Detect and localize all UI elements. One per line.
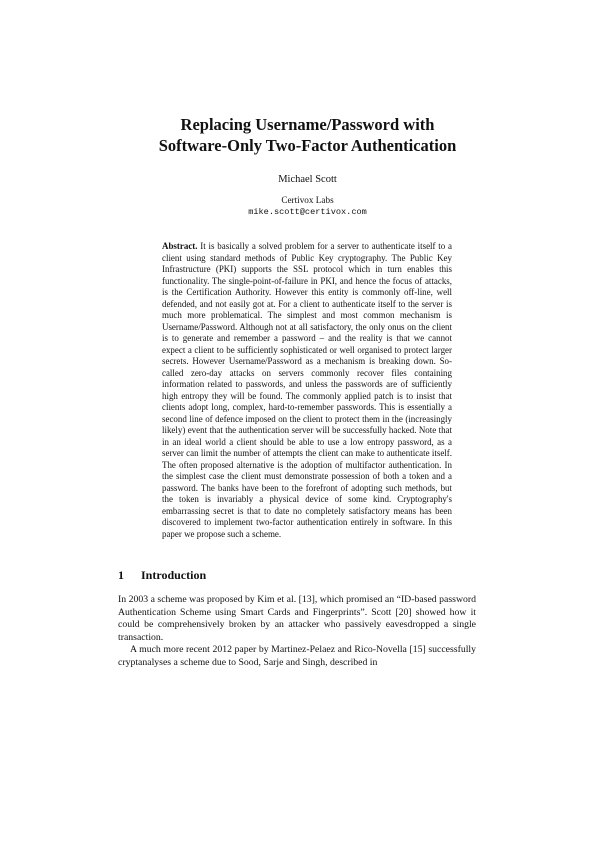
- section-body: [118, 594, 476, 669]
- body-paragraph-2: A much more recent 2012 paper by Martinez-Pelaez and Rico-Novella [15] successfully cryptanalyses a scheme due to Sood, Sarje and Singh, described in: [118, 644, 476, 668]
- section-number: 1: [118, 568, 124, 582]
- abstract-text: It is basically a solved problem for a server to authenticate itself to a client using standard methods of Public Key cryptography. The Public Key Infrastructure (PKI) supports the SSL protocol which in turn enables this functionality. The single-point-of-failure in PKI, and hence the focus of attacks, is the Certification Authority. However this entity is commonly off-line, well defended, and not easily got at. For a client to authenticate itself to the server is much more problematical. The simplest and most common mechanism is Username/Password. Although not at all satisfactory, the only onus on the client is to generate and remember a password – and the reality is that we cannot expect a client to be sufficiently sophisticated or well organised to protect larger secrets. However Username/Password as a mechanism is breaking down. So-called zero-day attacks on servers commonly recover files containing information related to passwords, and unless the passwords are of sufficiently high entropy they will be found. The commonly applied patch is to insist that clients adopt long, complex, hard-to-remember passwords. This is essentially a second line of defence imposed on the client to protect them in the (increasingly likely) event that the authentication server will be successfully hacked. Note that in an ideal world a client should be able to use a low entropy password, as a server can limit the number of attempts the client can make to authenticate itself. The often proposed alternative is the adoption of multifactor authentication. In the simplest case the client must demonstrate possession of both a token and a password. The banks have been to the forefront of adopting such methods, but the token is invariably a physical device of some kind. Cryptography's embarrassing secret is that to date no completely satisfactory means has been discovered to implement two-factor authentication entirely in software. In this paper we propose such a scheme.: [162, 241, 452, 539]
- title-line-1: Replacing Username/Password with: [180, 115, 435, 134]
- paper-title: [100, 114, 515, 156]
- abstract: [162, 241, 452, 540]
- affiliation: Certivox Labs: [281, 195, 334, 205]
- section-heading: [118, 568, 206, 583]
- title-line-2: Software-Only Two-Factor Authentication: [158, 136, 457, 155]
- body-paragraph-1: In 2003 a scheme was proposed by Kim et al. [13], which promised an “ID-based password Authentication Scheme using Smart Cards and Fingerprints”. Scott [20] showed how it could be comprehensively broken by an attacker who passively eavesdropped a single transaction.: [118, 594, 476, 643]
- author-email: mike.scott@certivox.com: [248, 206, 367, 217]
- abstract-label: Abstract.: [162, 241, 198, 251]
- section-title: Introduction: [141, 568, 207, 582]
- author-affiliation-block: [100, 195, 515, 218]
- author-name: Michael Scott: [278, 174, 337, 185]
